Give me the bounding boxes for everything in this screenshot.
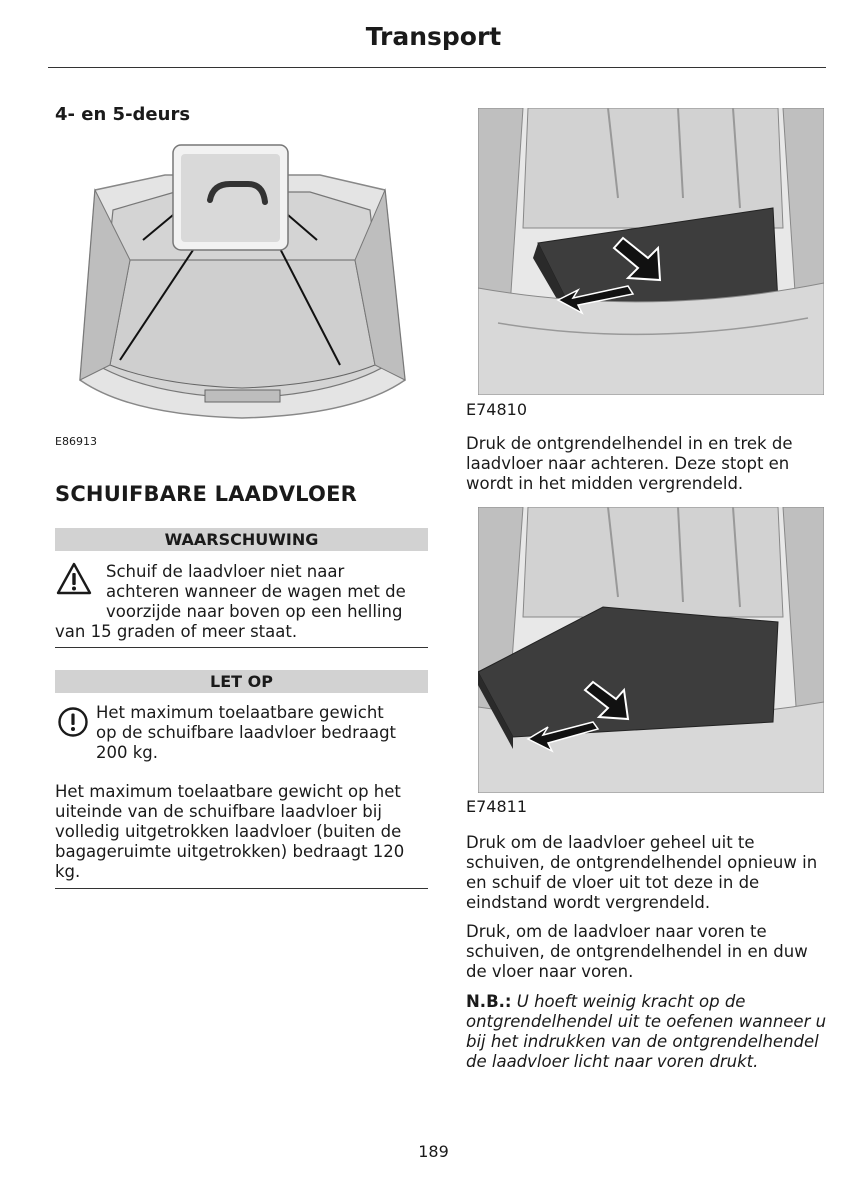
right-para1-line-3: wordt in het midden vergrendeld. [466,474,744,493]
right-para3-line-1: Druk, om de laadvloer naar voren te [466,922,767,941]
right-para2-line-1: Druk om de laadvloer geheel uit te [466,833,755,852]
warning-rule [55,647,428,648]
figure-code-e86913: E86913 [55,435,97,448]
warning-text-line-2: achteren wanneer de wagen met de [106,582,406,601]
warning-label-bar: WAARSCHUWING [55,528,428,551]
left-paragraph-line-1: Het maximum toelaatbare gewicht op het [55,782,401,801]
warning-text-line-4: van 15 graden of meer staat. [55,622,298,641]
left-paragraph-line-3: volledig uitgetrokken laadvloer (buiten de [55,822,402,841]
right-para2-line-4: eindstand wordt vergrendeld. [466,893,711,912]
left-paragraph-line-5: kg. [55,862,81,881]
page-number: 189 [418,1142,449,1161]
note-line-2 [466,1012,826,1032]
note-line-1 [466,992,745,1012]
caution-text-line-3: 200 kg. [96,743,159,762]
left-paragraph-line-4: bagageruimte uitgetrokken) bedraagt 120 [55,842,405,861]
warning-triangle-icon [56,562,92,600]
right-para3-line-3: de vloer naar voren. [466,962,634,981]
figure-code-e74810: E74810 [466,400,528,419]
right-para3-line-2: schuiven, de ontgrendelhendel in en duw [466,942,808,961]
note-text-2: ontgrendelhendel uit te oefenen wanneer u [466,1012,827,1031]
caution-exclamation-icon [57,706,89,742]
caution-text-line-2: op de schuifbare laadvloer bedraagt [96,723,397,742]
right-para2-line-2: schuiven, de ontgrendelhendel opnieuw in [466,853,818,872]
note-text-3: bij het indrukken van de ontgrendelhendel [466,1032,819,1051]
right-para1-line-1: Druk de ontgrendelhendel in en trek de [466,434,793,453]
left-paragraph-line-2: uiteinde van de schuifbare laadvloer bij [55,802,382,821]
note-line-3 [466,1032,819,1052]
warning-text-line-3: voorzijde naar boven op een helling [106,602,403,621]
figure-code-e74811: E74811 [466,797,528,816]
page-header-title: Transport [365,22,502,51]
note-label: N.B.: [466,992,512,1011]
note-text-4: de laadvloer licht naar voren drukt. [466,1052,759,1071]
figure-luggage-cover-illustration [55,140,428,430]
warning-text-line-1: Schuif de laadvloer niet naar [106,562,345,581]
note-text-1: U hoeft weinig kracht op de [511,992,746,1011]
figure-floor-pull-full [478,507,824,793]
right-para2-line-3: en schuif de vloer uit tot deze in de [466,873,760,892]
caution-text-line-1: Het maximum toelaatbare gewicht [96,703,384,722]
left-bottom-rule [55,888,428,889]
figure-floor-pull-half [478,108,824,395]
note-line-4 [466,1052,758,1072]
subheading-4-5-door: 4- en 5-deurs [55,104,191,125]
section-title-sliding-floor: SCHUIFBARE LAADVLOER [55,482,357,506]
right-para1-line-2: laadvloer naar achteren. Deze stopt en [466,454,790,473]
header-rule [48,67,826,68]
caution-label-bar: LET OP [55,670,428,693]
